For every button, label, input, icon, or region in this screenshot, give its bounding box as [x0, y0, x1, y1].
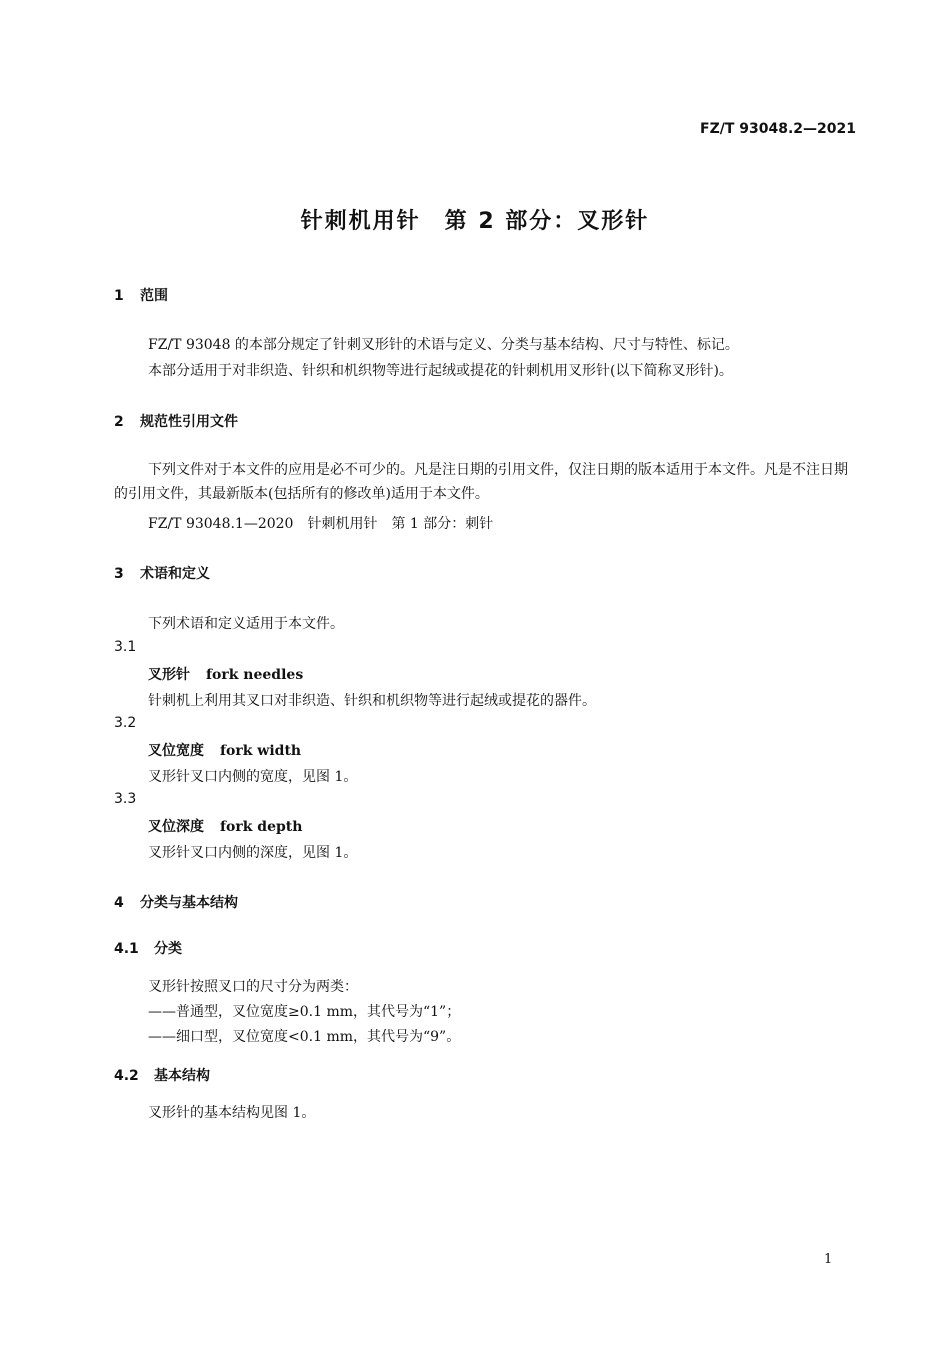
subsection-number: 4.1 [114, 941, 139, 957]
section-number: 4 [114, 895, 124, 911]
section-2-heading [114, 411, 238, 431]
normative-references-paragraph: 下列文件对于本文件的应用是必不可少的。凡是注日期的引用文件，仅注日期的版本适用于本文件。凡是不注日期的引用文件，其最新版本(包括所有的修改单)适用于本文件。 [114, 462, 848, 502]
reference-item: FZ/T 93048.1—2020 针刺机用针 第 1 部分：刺针 [148, 516, 494, 532]
section-number: 1 [114, 288, 124, 304]
term-zh: 叉位宽度 [148, 743, 204, 759]
subsection-title: 分类 [154, 941, 182, 957]
subsection-4-2-heading [114, 1065, 210, 1085]
term-zh: 叉形针 [148, 667, 190, 683]
term-definition: 叉形针叉口内侧的深度，见图 1。 [148, 845, 358, 861]
section-title: 范围 [140, 288, 168, 304]
section-title: 分类与基本结构 [140, 895, 238, 911]
section-number: 3 [114, 566, 124, 582]
section-title: 规范性引用文件 [140, 414, 238, 430]
classification-item: ——普通型，叉位宽度≥0.1 mm，其代号为“1”； [148, 1004, 461, 1020]
term-number: 3.3 [114, 791, 137, 807]
standard-number: FZ/T 93048.2—2021 [700, 121, 856, 137]
term-definition: 叉形针叉口内侧的宽度，见图 1。 [148, 769, 358, 785]
classification-intro: 叉形针按照叉口的尺寸分为两类： [148, 979, 358, 995]
scope-paragraph-2: 本部分适用于对非织造、针织和机织物等进行起绒或提花的针刺机用叉形针(以下简称叉形针)。 [148, 363, 733, 379]
term-definition: 针刺机上利用其叉口对非织造、针织和机织物等进行起绒或提花的器件。 [148, 693, 596, 709]
section-title: 术语和定义 [140, 566, 210, 582]
term-number: 3.1 [114, 639, 137, 655]
term-heading [148, 816, 302, 836]
subsection-number: 4.2 [114, 1068, 139, 1084]
term-number: 3.2 [114, 715, 137, 731]
section-1-heading [114, 285, 168, 305]
section-3-heading [114, 563, 210, 583]
term-heading [148, 664, 303, 684]
subsection-4-1-heading [114, 938, 182, 958]
term-heading [148, 740, 301, 760]
term-en: fork width [220, 743, 302, 759]
classification-item: ——细口型，叉位宽度<0.1 mm，其代号为“9”。 [148, 1029, 461, 1045]
page-title: 针刺机用针 第 2 部分：叉形针 [300, 209, 650, 234]
section-number: 2 [114, 414, 124, 430]
term-zh: 叉位深度 [148, 819, 204, 835]
page-number: 1 [824, 1252, 833, 1267]
term-en: fork depth [220, 819, 303, 835]
subsection-title: 基本结构 [154, 1068, 210, 1084]
section-4-heading [114, 892, 238, 912]
scope-paragraph-1: FZ/T 93048 的本部分规定了针刺叉形针的术语与定义、分类与基本结构、尺寸与特性、标记。 [148, 337, 739, 353]
terms-intro: 下列术语和定义适用于本文件。 [148, 616, 344, 632]
basic-structure-text: 叉形针的基本结构见图 1。 [148, 1105, 316, 1121]
term-en: fork needles [206, 667, 304, 683]
